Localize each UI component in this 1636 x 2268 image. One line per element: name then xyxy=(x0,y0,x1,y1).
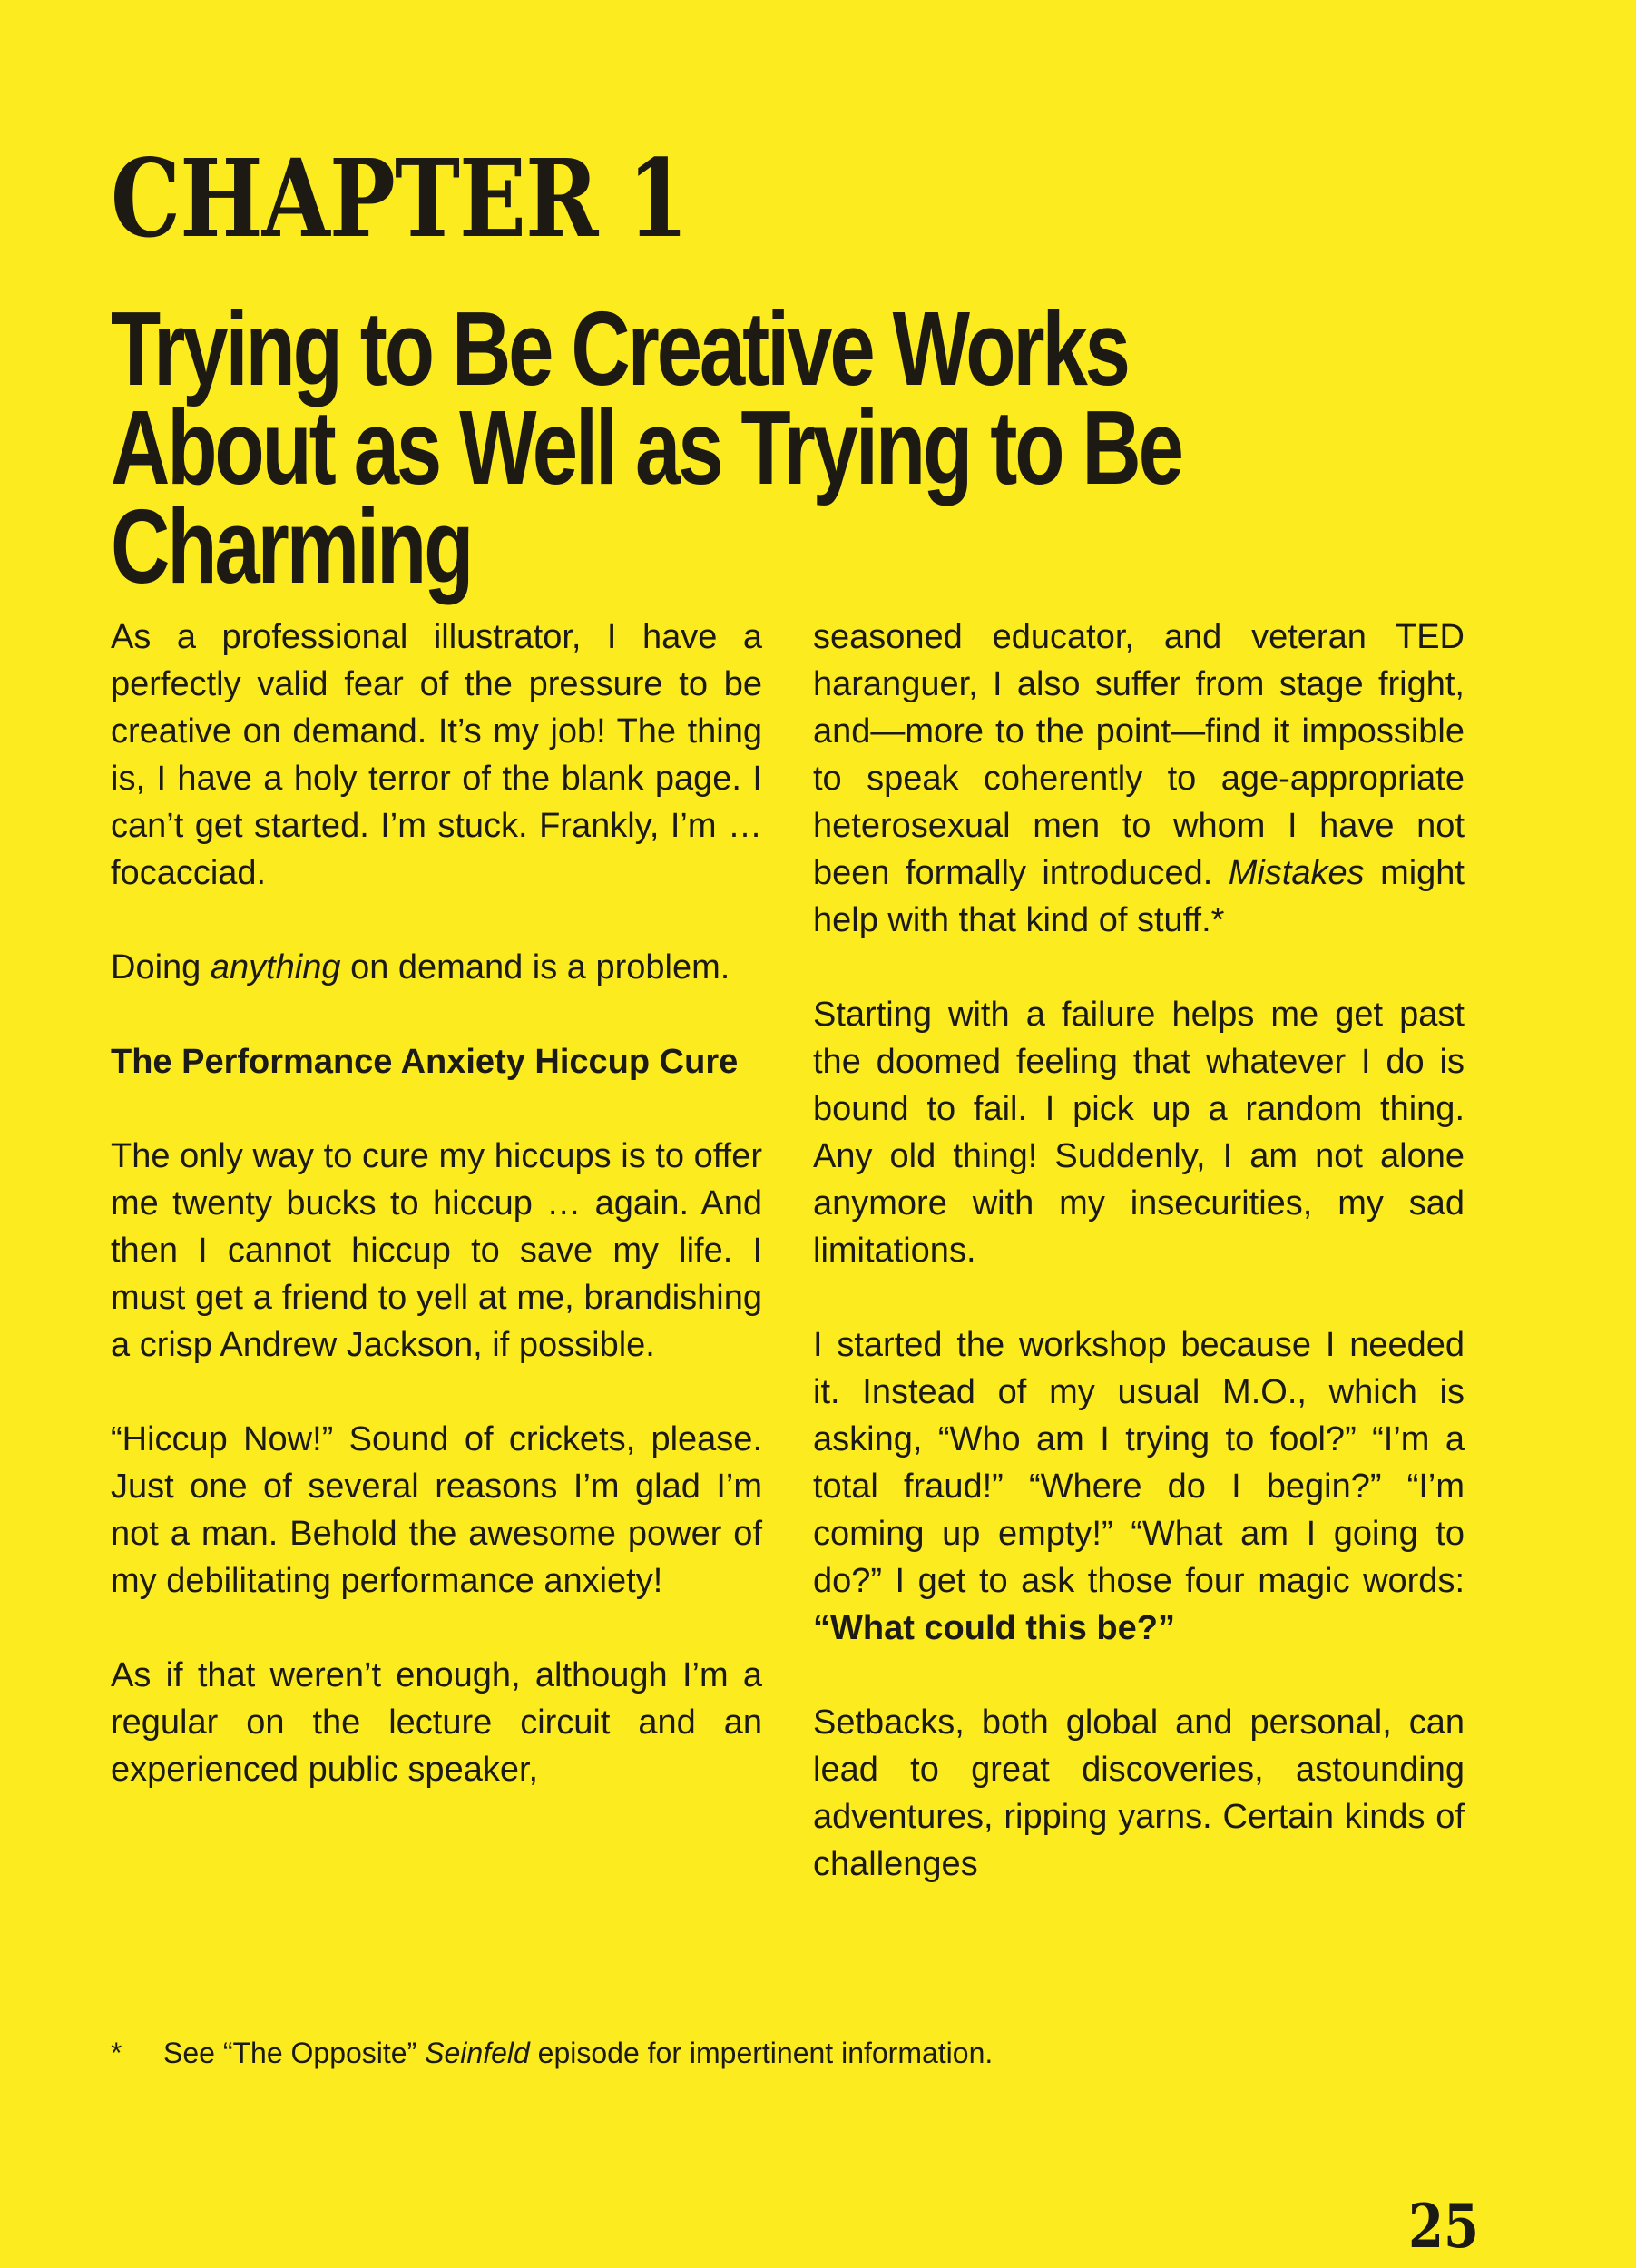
paragraph xyxy=(813,614,1465,944)
left-column xyxy=(111,614,762,1841)
emphasis: Seinfeld xyxy=(425,2037,530,2069)
page-number: 25 xyxy=(1408,2191,1480,2262)
paragraph xyxy=(813,1321,1465,1652)
chapter-title: Trying to Be Creative Works About as Well as Trying to Be Charming xyxy=(111,290,1181,605)
paragraph: “Hiccup Now!” Sound of crickets, please. Just one of several reasons I’m glad I’m not a man. Behold the awesome power of my debilitating performance anxiety! xyxy=(111,1420,762,1600)
footnote xyxy=(111,2033,993,2073)
text-run: might help with that kind of stuff.* xyxy=(813,854,1465,939)
paragraph: As if that weren’t enough, although I’m a regular on the lecture circuit and an experienced public speaker, xyxy=(111,1656,762,1789)
emphasis: anything xyxy=(210,948,341,987)
paragraph: Setbacks, both global and personal, can lead to great discoveries, astounding adventures, ripping yarns. Certain kinds of challenges xyxy=(813,1703,1465,1883)
emphasis: Mistakes xyxy=(1228,854,1365,892)
text-run: Doing xyxy=(111,948,211,987)
bold-phrase: “What could this be?” xyxy=(813,1609,1175,1647)
section-heading: The Performance Anxiety Hiccup Cure xyxy=(111,1043,739,1081)
text-run: See “The Opposite” xyxy=(163,2037,426,2069)
paragraph: Starting with a failure helps me get past the doomed feeling that whatever I do is bound to fail. I pick up a random thing. Any old thing! Suddenly, I am not alone anymore with my insecurities, my sad limitations. xyxy=(813,996,1465,1270)
text-run: I started the workshop because I needed it. Instead of my usual M.O., which is asking, “Who am I trying to fool?” “I’m a total fraud!” “Where do I begin?” “I’m coming up empty!” “What am I going to do?” I get to ask those four magic words: xyxy=(813,1326,1465,1600)
text-run: episode for impertinent information. xyxy=(529,2037,994,2069)
chapter-label: CHAPTER 1 xyxy=(111,135,689,261)
paragraph xyxy=(111,944,762,991)
text-run: seasoned educator, and veteran TED haranguer, I also suffer from stage fright, and—more to the point—find it impossible to speak coherently to age-appropriate heterosexual men to whom I have not been formally introduced. xyxy=(813,618,1465,892)
right-column xyxy=(813,614,1465,1935)
paragraph: As a professional illustrator, I have a perfectly valid fear of the pressure to be creative on demand. It’s my job! The thing is, I have a holy terror of the blank page. I can’t get started. I’m stuck. Frankly, I’m … focacciad. xyxy=(111,618,762,892)
text-run: on demand is a problem. xyxy=(340,948,730,987)
footnote-marker: * xyxy=(111,2037,122,2069)
paragraph: The only way to cure my hiccups is to offer me twenty bucks to hiccup … again. And then I cannot hiccup to save my life. I must get a friend to yell at me, brandishing a crisp Andrew Jackson, if possible. xyxy=(111,1137,762,1364)
